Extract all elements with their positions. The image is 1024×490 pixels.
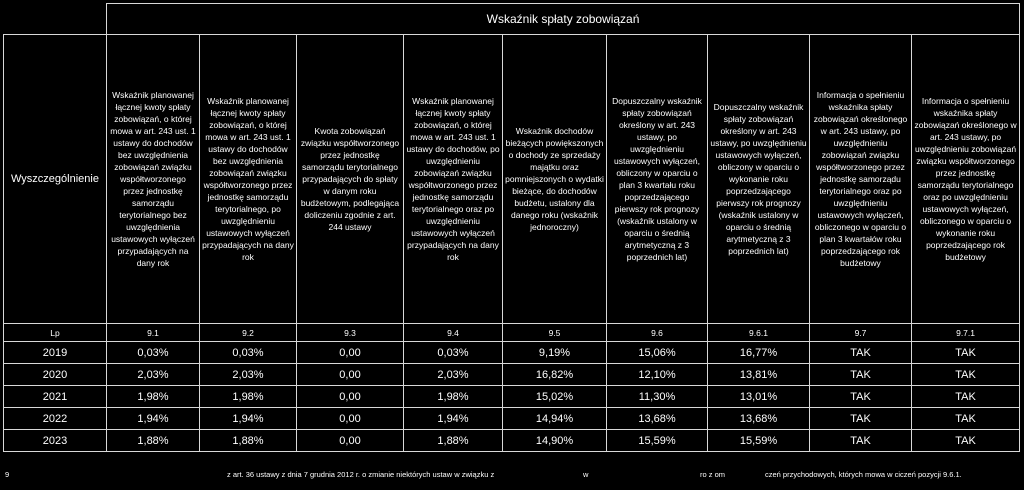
value-cell: 0,00 [297,430,404,452]
lp-number: 9.5 [503,324,607,342]
value-cell: 1,94% [404,408,503,430]
main-header: Wskaźnik spłaty zobowiązań [107,4,1020,35]
year-cell: 2020 [4,364,107,386]
footnote-text: w [583,470,589,479]
value-cell: 1,94% [107,408,200,430]
row-label-header: Wyszczególnienie [4,35,107,324]
table-row [4,364,1020,386]
value-cell: TAK [810,430,912,452]
year-cell: 2021 [4,386,107,408]
footnote-text: ro z om [700,470,726,479]
column-header: Dopuszczalny wskaźnik spłaty zobowiązań określony w art. 243 ustawy, po uwzględnieniu ustawowych wyłączeń, obliczony w oparciu o plan 3 kwartału roku poprzedzającego pierwszy rok prognozy (wskaźnik ustalony w oparciu o średnią arytmetyczną z 3 poprzednich lat) [607,35,708,324]
value-cell: 1,88% [404,430,503,452]
column-header: Wskaźnik planowanej łącznej kwoty spłaty zobowiązań, o której mowa w art. 243 ust. 1 ustawy do dochodów, po uwzględnieniu zobowiązań związku współtworzonego przez jednostkę samorządu terytorialnego oraz po uwzględnieniu ustawowych wyłączeń przypadających na dany rok [404,35,503,324]
value-cell: 1,98% [200,386,297,408]
footnote-marker: 9 [5,470,10,479]
value-cell: TAK [810,364,912,386]
value-cell: 13,68% [607,408,708,430]
value-cell: 16,82% [503,364,607,386]
footnote-text: z art. 36 ustawy z dnia 7 grudnia 2012 r. o zmianie niektórych ustaw w związku z [227,470,495,479]
value-cell: 15,59% [607,430,708,452]
value-cell: 2,03% [200,364,297,386]
value-cell: 0,00 [297,364,404,386]
value-cell: 13,81% [708,364,810,386]
value-cell: 2,03% [404,364,503,386]
value-cell: 0,03% [404,342,503,364]
lp-number: 9.2 [200,324,297,342]
column-header: Dopuszczalny wskaźnik spłaty zobowiązań określony w art. 243 ustawy, po uwzględnieniu ustawowych wyłączeń, obliczony w oparciu o wykonanie roku poprzedzającego pierwszy rok prognozy (wskaźnik ustalony w oparciu o średnią arytmetyczną z 3 poprzednich lat) [708,35,810,324]
value-cell: TAK [810,408,912,430]
lp-row [4,324,1020,342]
value-cell: 0,00 [297,386,404,408]
value-cell: 11,30% [607,386,708,408]
value-cell: 12,10% [607,364,708,386]
value-cell: 0,00 [297,342,404,364]
lp-number: 9.1 [107,324,200,342]
lp-label: Lp [4,324,107,342]
value-cell: 13,01% [708,386,810,408]
corner-cell [4,4,107,35]
year-cell: 2019 [4,342,107,364]
value-cell: 0,03% [200,342,297,364]
table-row [4,430,1020,452]
value-cell: TAK [912,386,1020,408]
lp-number: 9.7 [810,324,912,342]
value-cell: 1,98% [404,386,503,408]
table-row [4,342,1020,364]
value-cell: TAK [810,342,912,364]
value-cell: 14,94% [503,408,607,430]
table-row [4,386,1020,408]
lp-number: 9.3 [297,324,404,342]
value-cell: 16,77% [708,342,810,364]
value-cell: 15,02% [503,386,607,408]
column-header: Wskaźnik planowanej łącznej kwoty spłaty zobowiązań, o której mowa w art. 243 ust. 1 ustawy do dochodów bez uwzględnienia zobowiązań związku współtworzonego przez jednostkę samorządu terytorialnego bez uwzględnienia ustawowych wyłączeń przypadających na dany rok [107,35,200,324]
column-header: Kwota zobowiązań związku współtworzonego przez jednostkę samorządu terytorialnego przypadających do spłaty w danym roku budżetowym, podlegająca doliczeniu zgodnie z art. 244 ustawy [297,35,404,324]
value-cell: 13,68% [708,408,810,430]
value-cell: 0,03% [107,342,200,364]
lp-number: 9.6.1 [708,324,810,342]
value-cell: 14,90% [503,430,607,452]
value-cell: TAK [810,386,912,408]
column-header: Wskaźnik dochodów bieżących powiększonych o dochody ze sprzedaży majątku oraz pomniejszonych o wydatki bieżące, do dochodów budżetu, ustalony dla danego roku (wskaźnik jednoroczny) [503,35,607,324]
column-header: Informacja o spełnieniu wskaźnika spłaty zobowiązań określonego w art. 243 ustawy, po uwzględnieniu zobowiązań związku współtworzonego przez jednostkę samorządu terytorialnego oraz po uwzględnieniu ustawowych wyłączeń, obliczonego w oparciu o plan 3 kwartałów roku poprzedzającego rok budżetowy [810,35,912,324]
value-cell: TAK [912,342,1020,364]
value-cell: TAK [912,430,1020,452]
column-header: Informacja o spełnieniu wskaźnika spłaty zobowiązań określonego w art. 243 ustawy, po uwzględnieniu zobowiązań związku współtworzonego przez jednostkę samorządu terytorialnego oraz po uwzględnieniu ustawowych wyłączeń, obliczonego w oparciu o wykonanie roku poprzedzającego rok budżetowy [912,35,1020,324]
value-cell: 1,88% [200,430,297,452]
value-cell: 15,59% [708,430,810,452]
value-cell: 1,98% [107,386,200,408]
table-row [4,408,1020,430]
debt-ratio-table [3,3,1020,452]
lp-number: 9.7.1 [912,324,1020,342]
value-cell: 9,19% [503,342,607,364]
year-cell: 2023 [4,430,107,452]
value-cell: 2,03% [107,364,200,386]
column-header: Wskaźnik planowanej łącznej kwoty spłaty zobowiązań, o której mowa w art. 243 ust. 1 ustawy do dochodów bez uwzględnienia zobowiązań związku współtworzonego przez jednostkę samorządu terytorialnego, po uwzględnieniu ustawowych wyłączeń przypadających na dany rok [200,35,297,324]
value-cell: 1,94% [200,408,297,430]
lp-number: 9.4 [404,324,503,342]
lp-number: 9.6 [607,324,708,342]
value-cell: 0,00 [297,408,404,430]
value-cell: TAK [912,364,1020,386]
value-cell: 15,06% [607,342,708,364]
footnote-text: czeń przychodowych, których mowa w ciczeń pozycji 9.6.1. [765,470,962,479]
value-cell: TAK [912,408,1020,430]
year-cell: 2022 [4,408,107,430]
value-cell: 1,88% [107,430,200,452]
